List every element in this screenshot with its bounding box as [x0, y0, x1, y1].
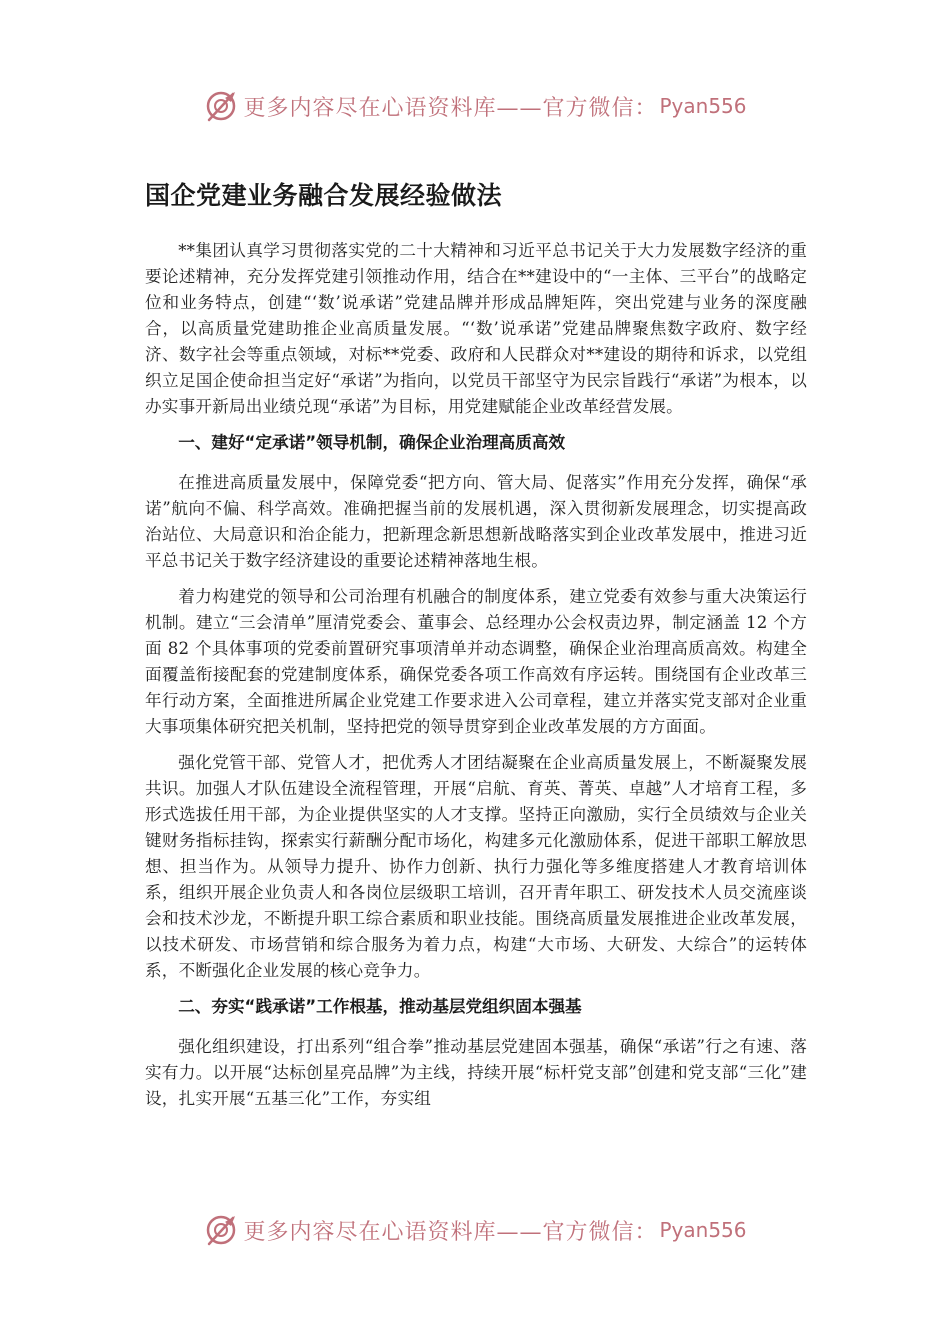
section-2-heading: 二、夯实“践承诺”工作根基，推动基层党组织固本强基 — [178, 997, 582, 1016]
watermark-handle: Pyan556 — [659, 94, 747, 118]
quill-logo-icon — [203, 88, 239, 124]
quill-logo-icon — [203, 1212, 239, 1248]
section-2-paragraph-1: 强化组织建设，打出系列“组合拳”推动基层党建固本强基，确保“承诺”行之有速、落实有力。以开展“达标创星亮品牌”为主线，持续开展“标杆党支部”创建和党支部“三化”建设，扎实开展“五基三化”工作，夯实组 — [145, 1037, 807, 1108]
document-title: 国企党建业务融合发展经验做法 — [145, 181, 503, 210]
document-body — [145, 176, 807, 1122]
section-1-paragraph-2: 着力构建党的领导和公司治理有机融合的制度体系，建立党委有效参与重大决策运行机制。建立“三会清单”厘清党委会、董事会、总经理办公会权责边界，制定涵盖 12 个方面 82 个具体事项的党委前置研究事项清单并动态调整，确保企业治理高质高效。构建全面覆盖衔接配套的党建制度体系，确保党委各项工作高效有序运转。围绕国有企业改革三年行动方案，全面推进所属企业党建工作要求进入公司章程，建立并落实党支部对企业重大事项集体研究把关机制，坚持把党的领导贯穿到企业改革发展的方方面面。 — [145, 587, 807, 736]
watermark-text: 更多内容尽在心语资料库——官方微信： — [243, 1219, 658, 1245]
section-1-paragraph-3: 强化党管干部、党管人才，把优秀人才团结凝聚在企业高质量发展上，不断凝聚发展共识。加强人才队伍建设全流程管理，开展“启航、育英、菁英、卓越”人才培育工程，多形式选拔任用干部，为企业提供坚实的人才支撑。坚持正向激励，实行全员绩效与企业关键财务指标挂钩，探索实行薪酬分配市场化，构建多元化激励体系，促进干部职工解放思想、担当作为。从领导力提升、协作力创新、执行力强化等多维度搭建人才教育培训体系，组织开展企业负责人和各岗位层级职工培训，召开青年职工、研发技术人员交流座谈会和技术沙龙，不断提升职工综合素质和职业技能。围绕高质量发展推进企业改革发展，以技术研发、市场营销和综合服务为着力点，构建“大市场、大研发、大综合”的运转体系，不断强化企业发展的核心竞争力。 — [145, 753, 807, 980]
intro-paragraph: **集团认真学习贯彻落实党的二十大精神和习近平总书记关于大力发展数字经济的重要论述精神，充分发挥党建引领推动作用，结合在**建设中的“一主体、三平台”的战略定位和业务特点，创建“‘数’说承诺”党建品牌并形成品牌矩阵，突出党建与业务的深度融合，以高质量党建助推企业高质量发展。“‘数’说承诺”党建品牌聚焦数字政府、数字经济、数字社会等重点领域，对标**党委、政府和人民群众对**建设的期待和诉求，以党组织立足国企使命担当定好“承诺”为指向，以党员干部坚守为民宗旨践行“承诺”为根本，以办实事开新局出业绩兑现“承诺”为目标，用党建赋能企业改革经营发展。 — [145, 241, 807, 416]
watermark-text: 更多内容尽在心语资料库——官方微信： — [243, 95, 658, 121]
watermark-banner-bottom — [0, 1210, 950, 1250]
watermark-handle: Pyan556 — [659, 1218, 747, 1242]
section-1-paragraph-1: 在推进高质量发展中，保障党委“把方向、管大局、促落实”作用充分发挥，确保“承诺”航向不偏、科学高效。准确把握当前的发展机遇，深入贯彻新发展理念，切实提高政治站位、大局意识和治企能力，把新理念新思想新战略落实到企业改革发展中，推进习近平总书记关于数字经济建设的重要论述精神落地生根。 — [145, 473, 807, 570]
section-1-heading: 一、建好“定承诺”领导机制，确保企业治理高质高效 — [178, 433, 566, 452]
watermark-banner-top — [0, 86, 950, 126]
